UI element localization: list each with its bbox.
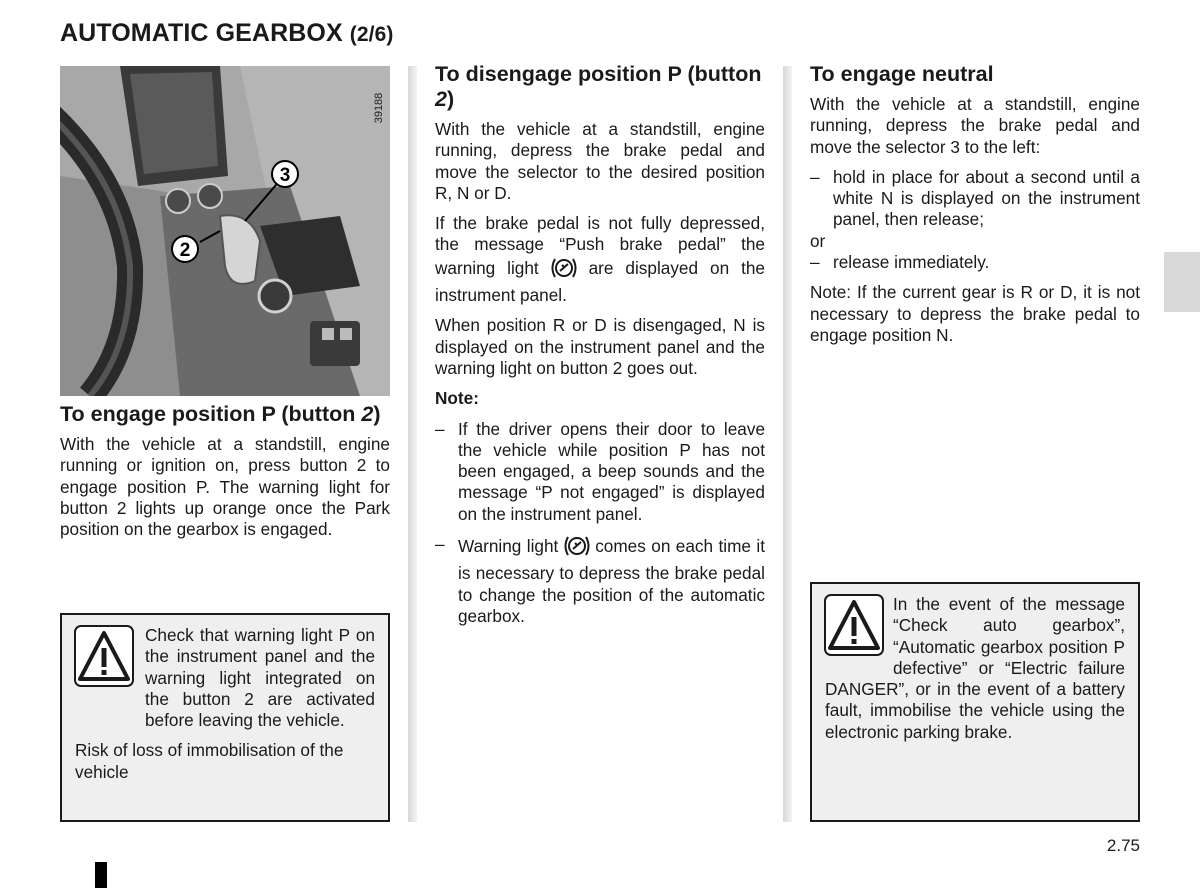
section-tab (1164, 252, 1200, 312)
right-column (810, 62, 1140, 355)
warning-left-text2: Risk of loss of immobilisation of the vehicle (75, 740, 344, 782)
note-label: Note: (435, 388, 479, 409)
page-number: 2.75 (1106, 836, 1140, 855)
left-column (60, 402, 390, 549)
column-divider-2 (783, 66, 792, 822)
neutral-item-1: – hold in place for about a second until a white N is displayed on the instrument panel, then release; (810, 166, 1140, 230)
warning-box-left (60, 613, 390, 822)
note-item-1: – If the driver opens their door to leave the vehicle while position P has not been engaged, a beep sounds and the message “P not engaged” is displayed on the instrument panel. (435, 418, 765, 524)
disengage-text3: When position R or D is disengaged, N is displayed on the instrument panel and the warning light on button 2 goes out. (435, 315, 765, 378)
warning-triangle-icon (74, 625, 134, 692)
engage-p-text: With the vehicle at a standstill, engine running or ignition on, press button 2 to engage position P. The warning light for button 2 lights up orange once the Park position on the gearbox is engaged. (60, 434, 390, 540)
corner-mark (95, 862, 107, 888)
figure-id: 39188 (373, 92, 385, 124)
brake-pedal-warning-icon (564, 534, 590, 563)
neutral-or: or (810, 230, 826, 251)
disengage-text1: With the vehicle at a standstill, engine running, depress the brake pedal and move the selector to the desired position R, N or D. (435, 119, 765, 203)
gearbox-illustration (60, 66, 390, 396)
neutral-text1: With the vehicle at a standstill, engine running, depress the brake pedal and move the selector 3 to the left: (810, 94, 1140, 157)
warning-box-right (810, 582, 1140, 822)
gearbox-photo (60, 66, 390, 396)
engage-neutral-heading: To engage neutral (810, 62, 994, 86)
warning-left-text1: Check that warning light P on the instrument panel and the warning light integrated on the button 2 are activated before leaving the vehicle. (145, 625, 375, 731)
title-text: AUTOMATIC GEARBOX (60, 19, 343, 47)
page-title (60, 19, 393, 48)
disengage-p-heading: To disengage position P (button 2) (435, 62, 762, 111)
note-item-2: – Warning light comes on each time it is necessary to depress the brake pedal to change the position of the automatic gearbox. (435, 534, 765, 626)
engage-p-heading: To engage position P (button 2) (60, 402, 381, 426)
middle-column (435, 62, 765, 636)
warning-triangle-icon (824, 594, 884, 661)
neutral-item-2: – release immediately. (810, 252, 990, 273)
column-divider-1 (408, 66, 417, 822)
brake-pedal-warning-icon (551, 256, 577, 285)
callout-3: 3 (279, 165, 291, 186)
disengage-text2: If the brake pedal is not fully depressed, the message “Push brake pedal” the warning light are displayed on the instrument panel. (435, 213, 765, 306)
callout-2: 2 (179, 240, 191, 261)
title-part: (2/6) (349, 23, 394, 46)
warning-right-text: In the event of the message “Check auto gearbox”, “Automatic gearbox position P defective” or “Electric failure DANGER”, or in the event of a battery fault, immobilise the vehicle using the electronic parking brake. (825, 594, 1125, 742)
neutral-note: Note: If the current gear is R or D, it is not necessary to depress the brake pedal to engage position N. (810, 282, 1140, 345)
